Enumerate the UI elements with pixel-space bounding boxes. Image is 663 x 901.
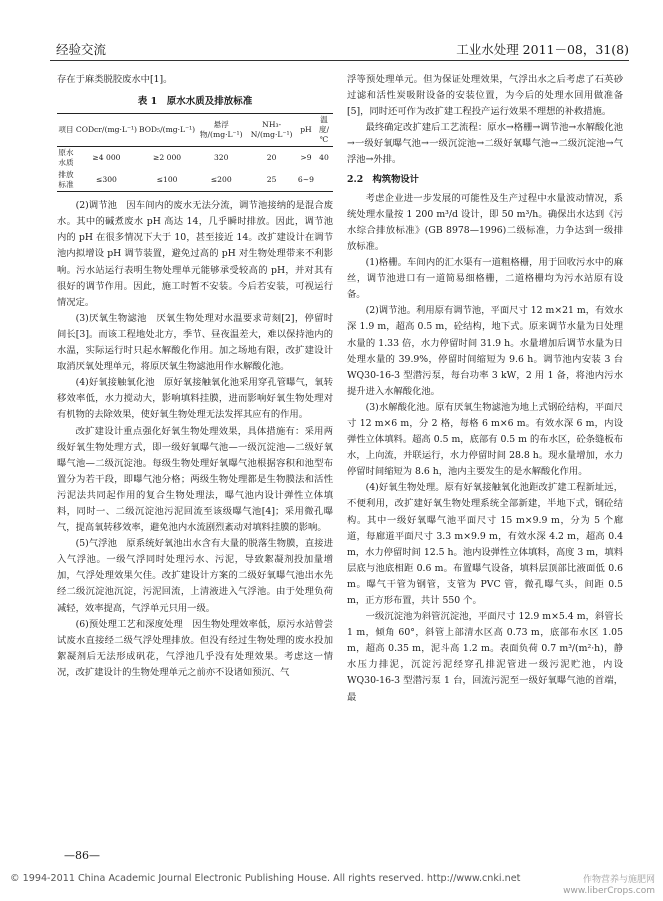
table-header-cell: 悬浮物/(mg·L⁻¹) <box>199 120 243 140</box>
table-header-cell: pH <box>300 125 312 135</box>
paragraph: (6)预处理工艺和深度处理 因生物处理效率低，原污水站曾尝试废水直接经二级气浮处理排放。但没有经过生物处理的废水投加絮凝剂后无法形成矾花，气浮池几乎没有处理效果。考虑这一情况，改扩建设计的生物处理单元之前亦不设诸如预沉、气 <box>57 618 333 678</box>
table-cell: ≤100 <box>156 175 178 185</box>
header-section-label: 经验交流 <box>56 42 107 57</box>
watermark <box>563 875 655 897</box>
right-column <box>347 72 623 706</box>
table-cell: 25 <box>266 175 277 185</box>
table-cell: 原水水质 <box>58 148 74 168</box>
header-journal-info: 工业水处理 2011－08，31(8) <box>456 42 629 57</box>
table-cell: 20 <box>266 153 277 163</box>
table-header-cell: 项目 <box>58 125 74 135</box>
table-cell: >9 <box>300 153 312 163</box>
table-header-cell: CODcr/(mg·L⁻¹) <box>75 125 137 135</box>
paragraph: 考虑企业进一步发展的可能性及生产过程中水量波动情况，系统处理水量按 1 200 m³/d 设计，即 50 m³/h。确保出水达到《污水综合排放标准》(GB 8978—1996)二级标准，力争达到一级排放标准。 <box>347 192 623 252</box>
paragraph: (3)水解酸化池。原有厌氧生物滤池为地上式钢砼结构，平面尺寸 12 m×6 m，分 2 格，每格 6 m×6 m。有效水深 6 m，内设弹性立体填料。超高 0.5 m，底部有 0.5 m 的布水区，砼条缝板布水，上向流，并联运行，水力停留时间 28.8 h。现水量增加，水力停留时间缩短为 8.6 h，池内主要发生的是水解酸化作用。 <box>347 401 623 478</box>
table-header-cell: 温度/℃ <box>318 115 330 145</box>
table-header-cell: NH₃-N/(mg·L⁻¹) <box>250 120 293 140</box>
paragraph: (2)调节池。利用原有调节池，平面尺寸 12 m×21 m，有效水深 1.9 m，超高 0.5 m，砼结构，地下式。原来调节水量为日处理水量的 1.33 倍，水力停留时间 31.9 h。水量增加后调节水量为日处理水量的 39.9%，停留时间缩短为 9.6 h。调节池内安装 3 台 WQ30-16-3 型潜污泵，每台功率 3 kW，2 用 1 备，将池内污水提升进入水解酸化池。 <box>347 305 623 397</box>
table-row <box>57 147 333 170</box>
table-cell <box>315 169 333 192</box>
table-cell: 6~9 <box>297 175 314 185</box>
table-header-row <box>57 114 333 147</box>
watermark-line: www.liberCrops.com <box>563 886 655 896</box>
table-row <box>57 169 333 192</box>
table-cell: 40 <box>319 153 329 163</box>
paragraph: (1)格栅。车间内的汇水渠有一道粗格栅，用于回收污水中的麻丝，调节池进口有一道简易细格栅，二道格栅均为污水站原有设备。 <box>347 257 623 301</box>
table-header-cell: BOD₅/(mg·L⁻¹) <box>138 125 196 135</box>
table-cell: 排放标准 <box>58 170 74 190</box>
paragraph: (5)气浮池 原系统好氧池出水含有大量的脱落生物膜，直接进入气浮池。一级气浮同时处理污水、污泥，导致絮凝剂投加量增加，气浮处理效果欠佳。改扩建设计方案的二级好氧曝气池出水先经二级沉淀池沉淀，污泥回流，上清液进入气浮池。由于处理负荷减轻，效率提高，气浮单元只用一级。 <box>57 538 333 614</box>
paragraph: 存在于麻类脱胶废水中[1]。 <box>57 74 173 85</box>
table-cell: 320 <box>213 153 229 163</box>
table-title: 表 1 原水水质及排放标准 <box>137 96 253 108</box>
paragraph: (4)好氧生物处理。原有好氧接触氧化池距改扩建工程新址远，不便利用，改扩建好氧生物处理系统全部新建，半地下式，钢砼结构。其中一级好氧曝气池平面尺寸 15 m×9.9 m，分为 5 个廊道，每廊道平面尺寸 3.3 m×9.9 m，有效水深 4.2 m，超高 0.4 m，水力停留时间 12.5 h。池内设弹性立体填料，高度 3 m，填料层底与池底相距 0.6 m。布置曝气设备，填料层顶部比液面低 0.6 m。曝气干管为钢管，支管为 PVC 管，微孔曝气头，间距 0.5 m，正方形布置，共计 550 个。 <box>347 482 623 606</box>
copyright-line: © 1994-2011 China Academic Journal Electronic Publishing House. All rights reserved. http://www.cnki.net <box>10 873 521 884</box>
section-heading: 2.2 构筑物设计 <box>347 173 419 185</box>
table-cell: ≤200 <box>210 175 232 185</box>
paragraph: (2)调节池 因车间内的废水无法分流，调节池接纳的是混合废水。其中的碱煮废水 pH 高达 14，几乎瞬时排放。因此，调节池内的 pH 在很多情况下大于 10，甚至接近 14。改扩建设计在调节池内拟增设 pH 调节装置，避免过高的 pH 对生物处理带来不利影响。污水站运行表明生物处理单元能够承受较高的 pH，并对其有很好的调节作用。因此，施工时暂不安装。今后若安装，可视运行情况定。 <box>57 200 333 308</box>
running-header <box>44 40 629 60</box>
paragraph: 一级沉淀池为斜管沉淀池，平面尺寸 12.9 m×5.4 m，斜管长 1 m，倾角 60°，斜管上部清水区高 0.73 m，底部布水区 1.05 m，超高 0.35 m，泥斗高 1.2 m。表面负荷 0.7 m³/(m²·h)，静水压力排泥，沉淀污泥经穿孔排泥管进一级污泥贮池，内设 WQ30-16-3 型潜污泵 1 台，回流污泥至一级好氧曝气池的首端，最 <box>347 611 623 703</box>
paragraph: 改扩建设计重点强化好氧生物处理效果，具体措施有：采用两级好氧生物处理方式，即一级好氧曝气池—一级沉淀池—二级好氧曝气池—二级沉淀池。每级生物处理好氧曝气池根据容积和池型布置分为若干段，即曝气池分格；两级生物处理都是生物膜法和活性污泥法共同起作用的复合生物处理法，曝气池内设计弹性立体填料，同时一、二级沉淀池污泥回流至该级曝气池[4]；采用微孔曝气，提高氧转移效率，避免池内水流剧烈紊动对填料挂膜的影响。 <box>57 425 333 534</box>
header-rule <box>50 60 629 61</box>
table-cell: ≥4 000 <box>92 153 121 163</box>
paragraph: (3)厌氧生物滤池 厌氧生物处理对水温要求苛刻[2]，停留时间长[3]。而该工程地处北方，季节、昼夜温差大，难以保持池内的水温，实际运行时只起水解酸化作用。加之场地有限，改扩建设计取消厌氧处理单元，将原厌氧生物滤池用作水解酸化池。 <box>57 312 333 373</box>
watermark-line: 作物营养与施肥网 <box>582 875 655 885</box>
paragraph: 浮等预处理单元。但为保证处理效果，气浮出水之后考虑了石英砂过滤和活性炭吸附设备的安装位置，为今后的处理水回用做准备[5]，同时还可作为改扩建工程投产运行效果不理想的补救措施。 <box>347 74 623 118</box>
paragraph: 最终确定改扩建后工艺流程：原水→格栅→调节池→水解酸化池→一级好氧曝气池→一级沉淀池→二级好氧曝气池→二级沉淀池→气浮池→外排。 <box>347 122 623 166</box>
left-column <box>57 72 333 681</box>
table-cell: ≤300 <box>96 175 117 185</box>
water-quality-table <box>57 113 333 192</box>
page-number: —86— <box>64 849 100 862</box>
table-cell: ≥2 000 <box>153 153 182 163</box>
paragraph: (4)好氧接触氧化池 原好氧接触氧化池采用穿孔管曝气，氧转移效率低，水力搅动大，影响填料挂膜，进而影响好氧生物处理对有机物的去除效果，使好氧生物处理无法发挥其应有的作用。 <box>57 377 333 421</box>
